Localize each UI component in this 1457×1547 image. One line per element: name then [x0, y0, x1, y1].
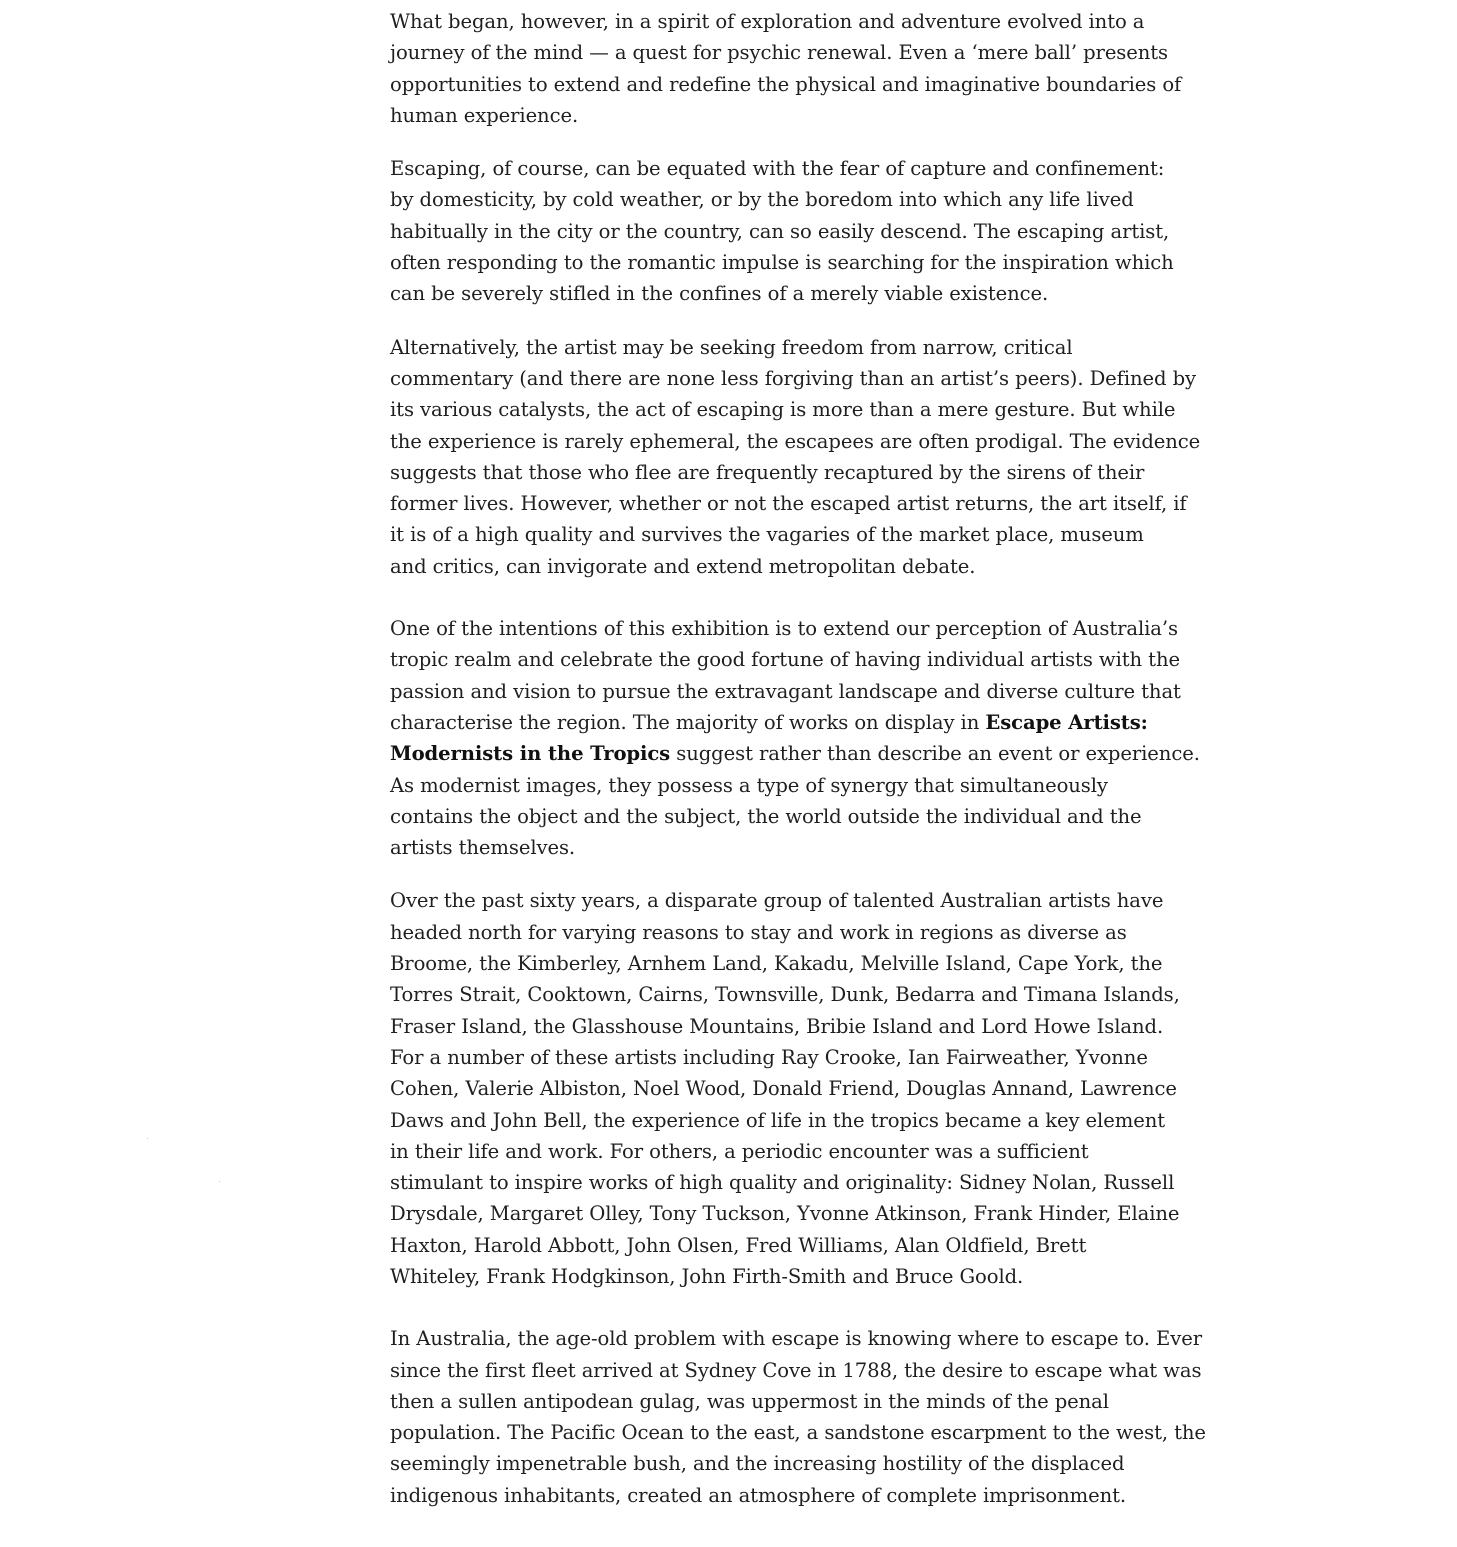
paragraph-spacer	[390, 1292, 1180, 1323]
text-line: headed north for varying reasons to stay and work in regions as diverse as	[390, 920, 1127, 944]
text-line: and critics, can invigorate and extend metropolitan debate.	[390, 554, 976, 578]
text-line: Daws and John Bell, the experience of life in the tropics became a key element	[390, 1108, 1165, 1132]
text-line: contains the object and the subject, the world outside the individual and the	[390, 804, 1142, 828]
paragraph-4	[390, 613, 1200, 863]
text-line: in their life and work. For others, a periodic encounter was a sufficient	[390, 1139, 1089, 1163]
text-column	[390, 6, 1206, 1511]
text-line: often responding to the romantic impulse is searching for the inspiration which	[390, 251, 1174, 275]
text-line: Cohen, Valerie Albiston, Noel Wood, Donald Friend, Douglas Annand, Lawrence	[390, 1077, 1177, 1101]
text-line: passion and vision to pursue the extravagant landscape and diverse culture that	[390, 679, 1181, 703]
text-line: it is of a high quality and survives the vagaries of the market place, museum	[390, 523, 1144, 547]
text-line: What began, however, in a spirit of exploration and adventure evolved into a	[390, 10, 1145, 33]
text-line: former lives. However, whether or not the escaped artist returns, the art itself, if	[390, 492, 1187, 516]
paragraph-spacer	[390, 310, 1180, 332]
text-line: Over the past sixty years, a disparate group of talented Australian artists have	[390, 889, 1164, 913]
paragraph-6	[390, 1323, 1206, 1511]
text-line: its various catalysts, the act of escaping is more than a mere gesture. But while	[390, 398, 1176, 422]
text-line: population. The Pacific Ocean to the east, a sandstone escarpment to the west, the	[390, 1421, 1206, 1445]
paragraph-2	[390, 153, 1180, 309]
text-line: Alternatively, the artist may be seeking freedom from narrow, critical	[390, 335, 1073, 359]
text-line: artists themselves.	[390, 836, 576, 860]
text-line: As modernist images, they possess a type of synergy that simultaneously	[390, 773, 1108, 797]
text-line: Torres Strait, Cooktown, Cairns, Townsville, Dunk, Bedarra and Timana Islands,	[390, 983, 1180, 1007]
paragraph-5	[390, 885, 1180, 1292]
text-line: stimulant to inspire works of high quality and originality: Sidney Nolan, Russell	[390, 1171, 1175, 1195]
text-line: since the first fleet arrived at Sydney Cove in 1788, the desire to escape what was	[390, 1358, 1202, 1382]
text-line: Broome, the Kimberley, Arnhem Land, Kakadu, Melville Island, Cape York, the	[390, 952, 1163, 976]
paragraph-1	[390, 6, 1180, 131]
exhibition-title-part-1: Escape Artists:	[985, 710, 1148, 734]
text-line: suggests that those who flee are frequently recaptured by the sirens of their	[390, 460, 1145, 484]
scan-speck	[219, 1181, 220, 1182]
scan-speck	[147, 1138, 148, 1139]
text-line: One of the intentions of this exhibition is to extend our perception of Australia’s	[390, 617, 1178, 641]
exhibition-title-part-2: Modernists in the Tropics	[390, 742, 671, 766]
text-run: characterise the region. The majority of works on display in	[390, 710, 986, 734]
text-run: suggest rather than describe an event or experience.	[670, 742, 1200, 766]
text-line: opportunities to extend and redefine the physical and imaginative boundaries of	[390, 72, 1182, 96]
text-line: by domesticity, by cold weather, or by the boredom into which any life lived	[390, 188, 1134, 212]
text-line: tropic realm and celebrate the good fortune of having individual artists with the	[390, 648, 1180, 672]
paragraph-spacer	[390, 582, 1180, 613]
text-line: commentary (and there are none less forgiving than an artist’s peers). Defined by	[390, 366, 1196, 390]
paragraph-spacer	[390, 863, 1180, 885]
text-line: Drysdale, Margaret Olley, Tony Tuckson, Yvonne Atkinson, Frank Hinder, Elaine	[390, 1202, 1180, 1226]
text-line: the experience is rarely ephemeral, the escapees are often prodigal. The evidence	[390, 429, 1201, 453]
text-line: Fraser Island, the Glasshouse Mountains, Bribie Island and Lord Howe Island.	[390, 1014, 1164, 1038]
text-line	[390, 738, 1200, 769]
text-line: can be severely stifled in the confines of a merely viable existence.	[390, 282, 1049, 306]
text-line: seemingly impenetrable bush, and the increasing hostility of the displaced	[390, 1452, 1125, 1476]
text-line: Whiteley, Frank Hodgkinson, John Firth-Smith and Bruce Goold.	[390, 1264, 1024, 1288]
text-line: habitually in the city or the country, can so easily descend. The escaping artist,	[390, 219, 1170, 243]
text-line: In Australia, the age-old problem with escape is knowing where to escape to. Ever	[390, 1327, 1202, 1351]
text-line: journey of the mind — a quest for psychic renewal. Even a ‘mere ball’ presents	[390, 41, 1169, 65]
paragraph-3	[390, 332, 1201, 582]
text-line: human experience.	[390, 103, 579, 127]
text-line: then a sullen antipodean gulag, was uppermost in the minds of the penal	[390, 1389, 1109, 1413]
text-line: For a number of these artists including Ray Crooke, Ian Fairweather, Yvonne	[390, 1045, 1148, 1069]
text-line: Haxton, Harold Abbott, John Olsen, Fred Williams, Alan Oldfield, Brett	[390, 1233, 1087, 1257]
text-line: indigenous inhabitants, created an atmosphere of complete imprisonment.	[390, 1483, 1127, 1507]
paragraph-spacer	[390, 131, 1180, 153]
text-line: Escaping, of course, can be equated with the fear of capture and confinement:	[390, 157, 1165, 181]
text-line	[390, 707, 1180, 738]
